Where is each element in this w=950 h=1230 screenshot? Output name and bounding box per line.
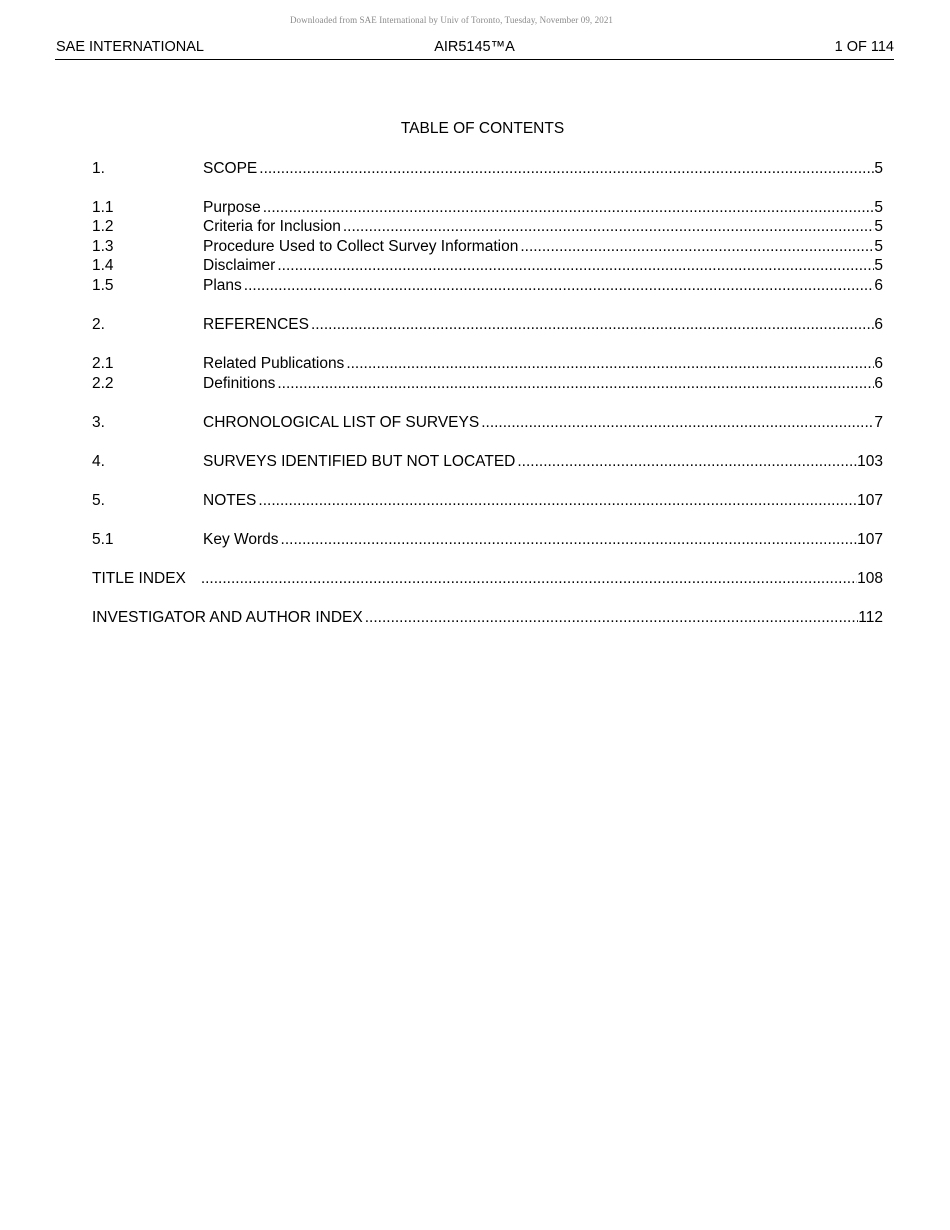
toc-entry-number: 4. <box>92 453 105 470</box>
toc-entry-number: 5.1 <box>92 531 114 548</box>
toc-entry-definitions[interactable] <box>92 374 883 393</box>
page-header <box>55 38 894 60</box>
toc-entry-page: 5 <box>874 218 883 235</box>
toc-entry-label: SCOPE <box>203 160 258 177</box>
toc-entry-plans[interactable] <box>92 276 883 295</box>
toc-dot-leader <box>365 608 859 627</box>
toc-entry-page: 7 <box>874 414 883 431</box>
toc-entry-page: 108 <box>857 570 883 587</box>
header-organization: SAE INTERNATIONAL <box>56 39 204 55</box>
toc-dot-leader <box>346 354 874 373</box>
toc-dot-leader <box>517 452 857 471</box>
toc-entry-number: 2. <box>92 316 105 333</box>
toc-entry-number: 1.1 <box>92 199 114 216</box>
toc-entry-page: 112 <box>858 609 883 626</box>
toc-entry-number: 1.5 <box>92 277 114 294</box>
toc-entry-chronological-list[interactable] <box>92 413 883 432</box>
toc-entry-number: 3. <box>92 414 105 431</box>
toc-entry-purpose[interactable] <box>92 198 883 217</box>
header-document-id: AIR5145™A <box>434 39 515 55</box>
toc-entry-label: NOTES <box>203 492 257 509</box>
toc-entry-procedure[interactable] <box>92 237 883 256</box>
toc-entry-page: 5 <box>874 160 883 177</box>
toc-entry-label: Criteria for Inclusion <box>203 218 341 235</box>
toc-entry-page: 107 <box>857 492 883 509</box>
toc-dot-leader <box>520 237 874 256</box>
toc-entry-page: 5 <box>874 257 883 274</box>
toc-title: TABLE OF CONTENTS <box>400 120 565 137</box>
toc-entry-label: REFERENCES <box>203 316 309 333</box>
toc-entry-page: 5 <box>874 238 883 255</box>
toc-dot-leader <box>311 315 874 334</box>
toc-dot-leader <box>263 198 875 217</box>
toc-dot-leader <box>258 491 857 510</box>
toc-entry-page: 107 <box>857 531 883 548</box>
toc-entry-number: 1.2 <box>92 218 114 235</box>
toc-entry-page: 103 <box>857 453 883 470</box>
toc-entry-label: Key Words <box>203 531 279 548</box>
toc-entry-number: 2.1 <box>92 355 114 372</box>
toc-entry-criteria[interactable] <box>92 217 883 236</box>
toc-entry-label: Definitions <box>203 375 276 392</box>
toc-entry-number: 1.3 <box>92 238 114 255</box>
toc-entry-references[interactable] <box>92 315 883 334</box>
toc-entry-notes[interactable] <box>92 491 883 510</box>
toc-entry-number: 1. <box>92 160 105 177</box>
toc-dot-leader <box>281 530 858 549</box>
toc-entry-label: Purpose <box>203 199 261 216</box>
toc-dot-leader <box>244 276 875 295</box>
toc-entry-page: 6 <box>874 375 883 392</box>
toc-entry-author-index[interactable] <box>92 608 883 627</box>
toc-entry-label: CHRONOLOGICAL LIST OF SURVEYS <box>203 414 480 431</box>
toc-dot-leader <box>343 217 875 236</box>
toc-dot-leader <box>277 256 874 275</box>
toc-entry-label: Procedure Used to Collect Survey Information <box>203 238 519 255</box>
toc-entry-label: SURVEYS IDENTIFIED BUT NOT LOCATED <box>203 453 516 470</box>
toc-dot-leader <box>259 159 874 178</box>
toc-entry-page: 5 <box>874 199 883 216</box>
toc-entry-key-words[interactable] <box>92 530 883 549</box>
toc-entry-label: Plans <box>203 277 242 294</box>
toc-entry-label: Disclaimer <box>203 257 276 274</box>
toc-entry-label: TITLE INDEX <box>92 570 199 587</box>
toc-entry-page: 6 <box>874 277 883 294</box>
header-page-number: 1 OF 114 <box>834 39 894 55</box>
toc-entry-page: 6 <box>874 316 883 333</box>
toc-entry-page: 6 <box>874 355 883 372</box>
toc-dot-leader <box>481 413 874 432</box>
toc-entry-scope[interactable] <box>92 159 883 178</box>
toc-entry-title-index[interactable] <box>92 569 883 588</box>
toc-entry-number: 2.2 <box>92 375 114 392</box>
toc-entry-label: Related Publications <box>203 355 345 372</box>
toc-entry-disclaimer[interactable] <box>92 256 883 275</box>
toc-dot-leader <box>201 569 857 588</box>
toc-entry-number: 1.4 <box>92 257 114 274</box>
toc-dot-leader <box>277 374 874 393</box>
toc-entry-number: 5. <box>92 492 105 509</box>
download-watermark: Downloaded from SAE International by Univ of Toronto, Tuesday, November 09, 2021 <box>289 15 614 25</box>
toc-entry-label: INVESTIGATOR AND AUTHOR INDEX <box>92 609 363 626</box>
toc-entry-related-publications[interactable] <box>92 354 883 373</box>
toc-entry-surveys-not-located[interactable] <box>92 452 883 471</box>
